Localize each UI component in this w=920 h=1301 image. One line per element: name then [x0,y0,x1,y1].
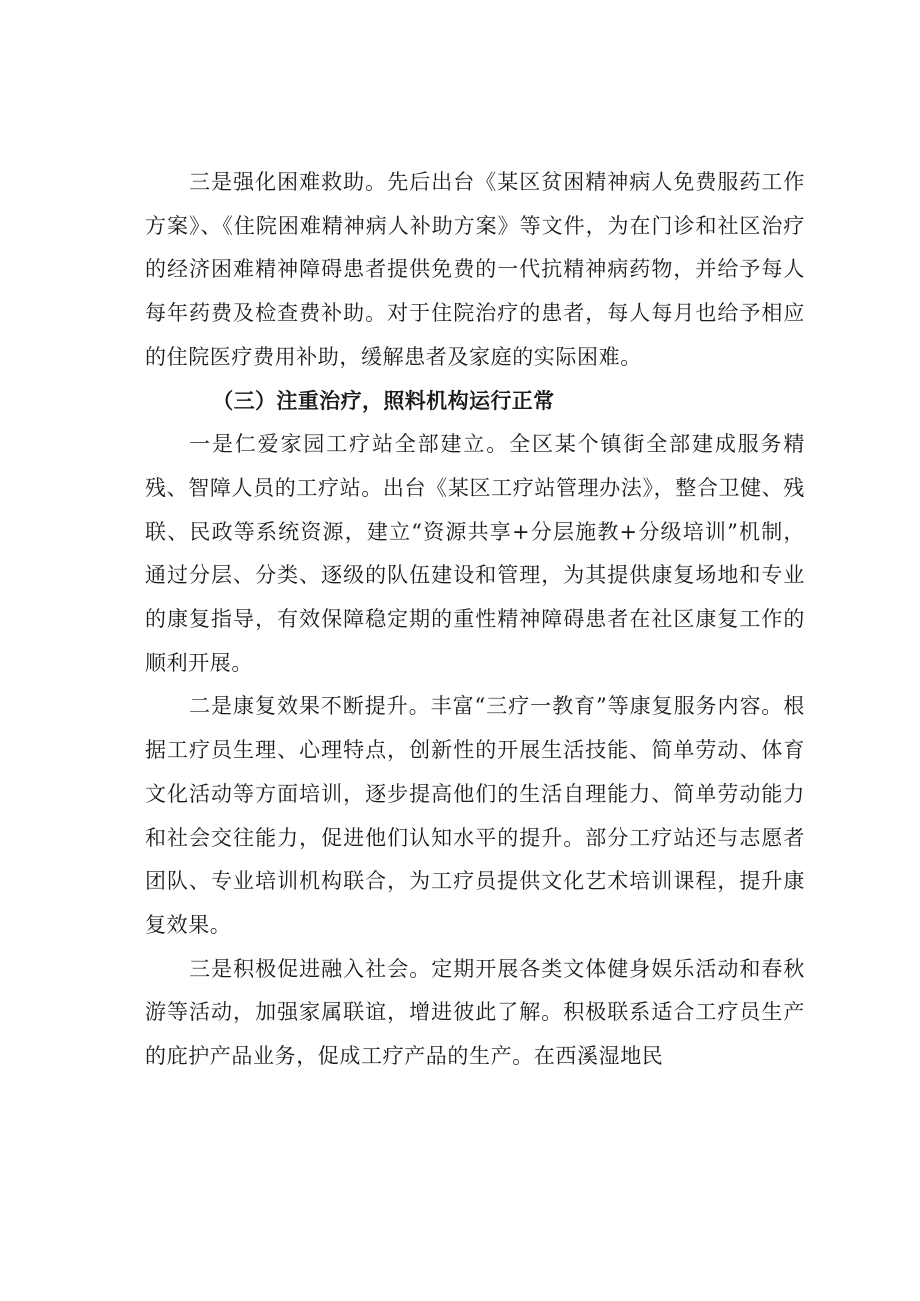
document-body [145,161,805,1079]
section-heading-treatment-care: （三）注重治疗，照料机构运行正常 [212,388,555,413]
paragraph-workshop-stations: 一是仁爱家园工疗站全部建立。全区某个镇街全部建成服务精残、智障人员的工疗站。出台《某区工疗站管理办法》，整合卫健、残联、民政等系统资源，建立“资源共享+分层施教+分级培训”机制，通过分层、分类、逐级的队伍建设和管理，为其提供康复场地和专业的康复指导，有效保障稳定期的重性精神障碍患者在社区康复工作的顺利开展。 [145,432,805,675]
paragraph-rehabilitation-effect: 二是康复效果不断提升。丰富“三疗一教育”等康复服务内容。根据工疗员生理、心理特点，创新性的开展生活技能、简单劳动、体育文化活动等方面培训，逐步提高他们的生活自理能力、简单劳动能力和社会交往能力，促进他们认知水平的提升。部分工疗站还与志愿者团队、专业培训机构联合，为工疗员提供文化艺术培训课程，提升康复效果。 [145,694,805,937]
paragraph-social-integration: 三是积极促进融入社会。定期开展各类文体健身娱乐活动和春秋游等活动，加强家属联谊，增进彼此了解。积极联系适合工疗员生产的庇护产品业务，促成工疗产品的生产。在西溪湿地民 [145,956,805,1069]
paragraph-hardship-assistance: 三是强化困难救助。先后出台《某区贫困精神病人免费服药工作方案》、《住院困难精神病人补助方案》等文件，为在门诊和社区治疗的经济困难精神障碍患者提供免费的一代抗精神病药物，并给予每人每年药费及检查费补助。对于住院治疗的患者，每人每月也给予相应的住院医疗费用补助，缓解患者及家庭的实际困难。 [145,170,805,369]
